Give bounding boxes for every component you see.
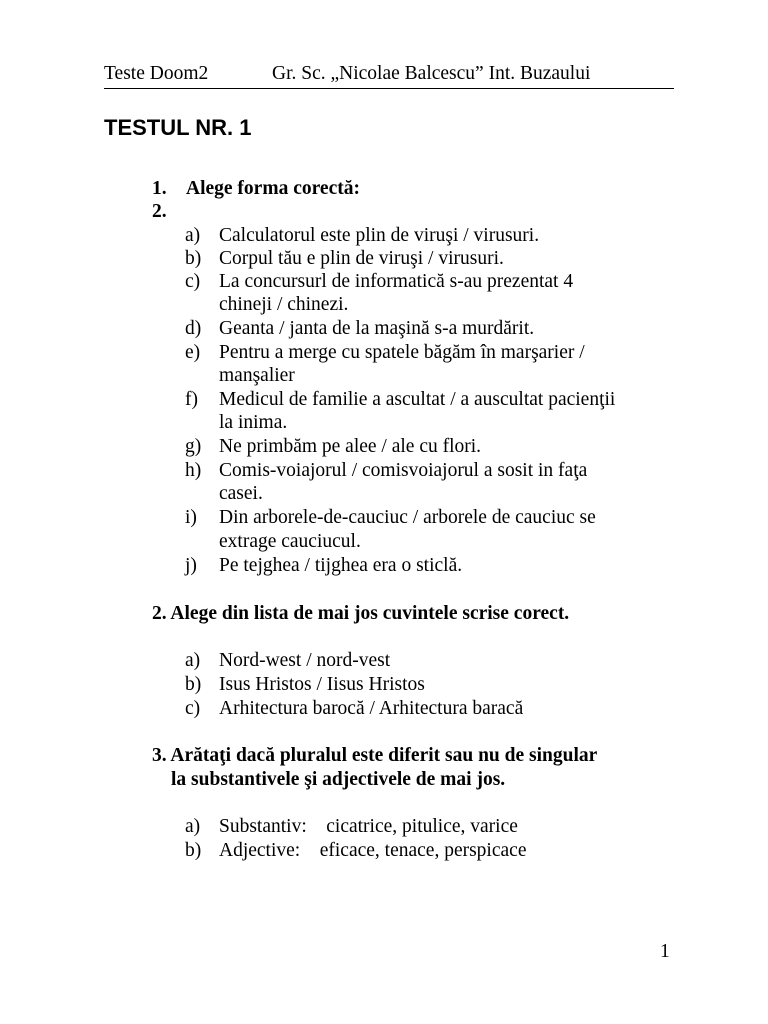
item-text: Pe tejghea / tijghea era o sticlă.: [219, 555, 463, 576]
item-label: f): [185, 389, 198, 410]
item-label: b): [185, 840, 202, 861]
item-text: extrage cauciucul.: [219, 531, 361, 552]
section1-heading-text: Alege forma corectă:: [186, 178, 360, 199]
item-label: a): [185, 225, 201, 246]
item-label: g): [185, 436, 202, 457]
item-text: La concursurl de informatică s-au prezentat 4: [219, 271, 574, 292]
item-text: Comis-voiajorul / comisvoiajorul a sosit in faţa: [219, 460, 588, 481]
item-text: Pentru a merge cu spatele băgăm în marşarier /: [219, 342, 585, 363]
item-text: la inima.: [219, 412, 288, 433]
item-label: e): [185, 342, 201, 363]
item-label: c): [185, 271, 201, 292]
item-text: chineji / chinezi.: [219, 294, 349, 315]
item-text: Arhitectura barocă / Arhitectura baracă: [219, 698, 524, 719]
header-right: Gr. Sc. „Nicolae Balcescu” Int. Buzaului: [272, 63, 591, 84]
item-label: a): [185, 650, 201, 671]
item-text: Ne primbăm pe alee / ale cu flori.: [219, 436, 482, 457]
item-text: manşalier: [219, 365, 295, 386]
item-label: d): [185, 318, 202, 339]
item-text: Din arborele-de-cauciuc / arborele de cauciuc se: [219, 507, 596, 528]
item-label: c): [185, 698, 201, 719]
page-header: [104, 60, 674, 89]
item-text: Corpul tău e plin de viruşi / virusuri.: [219, 248, 504, 269]
item-text: Nord-west / nord-vest: [219, 650, 391, 671]
page-number: 1: [660, 941, 670, 962]
item-label: b): [185, 248, 202, 269]
item-label: j): [185, 555, 197, 576]
item-text: Medicul de familie a ascultat / a auscultat pacienţii: [219, 389, 616, 410]
item-text: Isus Hristos / Iisus Hristos: [219, 674, 425, 695]
section3-heading-line1: 3. Arătaţi dacă pluralul este diferit sau nu de singular: [152, 745, 598, 766]
item-label: i): [185, 507, 197, 528]
item-text: Adjective: eficace, tenace, perspicace: [219, 840, 527, 861]
section1-number: 1.: [152, 178, 167, 199]
item-text: Calculatorul este plin de viruşi / virusuri.: [219, 225, 540, 246]
header-left: Teste Doom2: [104, 63, 209, 84]
section2-heading: 2. Alege din lista de mai jos cuvintele scrise corect.: [152, 603, 570, 624]
item-text: Geanta / janta de la maşină s-a murdărit.: [219, 318, 535, 339]
item-label: h): [185, 460, 202, 481]
test-title: TESTUL NR. 1: [104, 115, 252, 140]
item-text: casei.: [219, 483, 263, 504]
section3-heading-line2: la substantivele şi adjectivele de mai jos.: [171, 769, 506, 790]
item-label: a): [185, 816, 201, 837]
item-text: Substantiv: cicatrice, pitulice, varice: [219, 816, 518, 837]
section1-number2: 2.: [152, 201, 167, 222]
item-label: b): [185, 674, 202, 695]
